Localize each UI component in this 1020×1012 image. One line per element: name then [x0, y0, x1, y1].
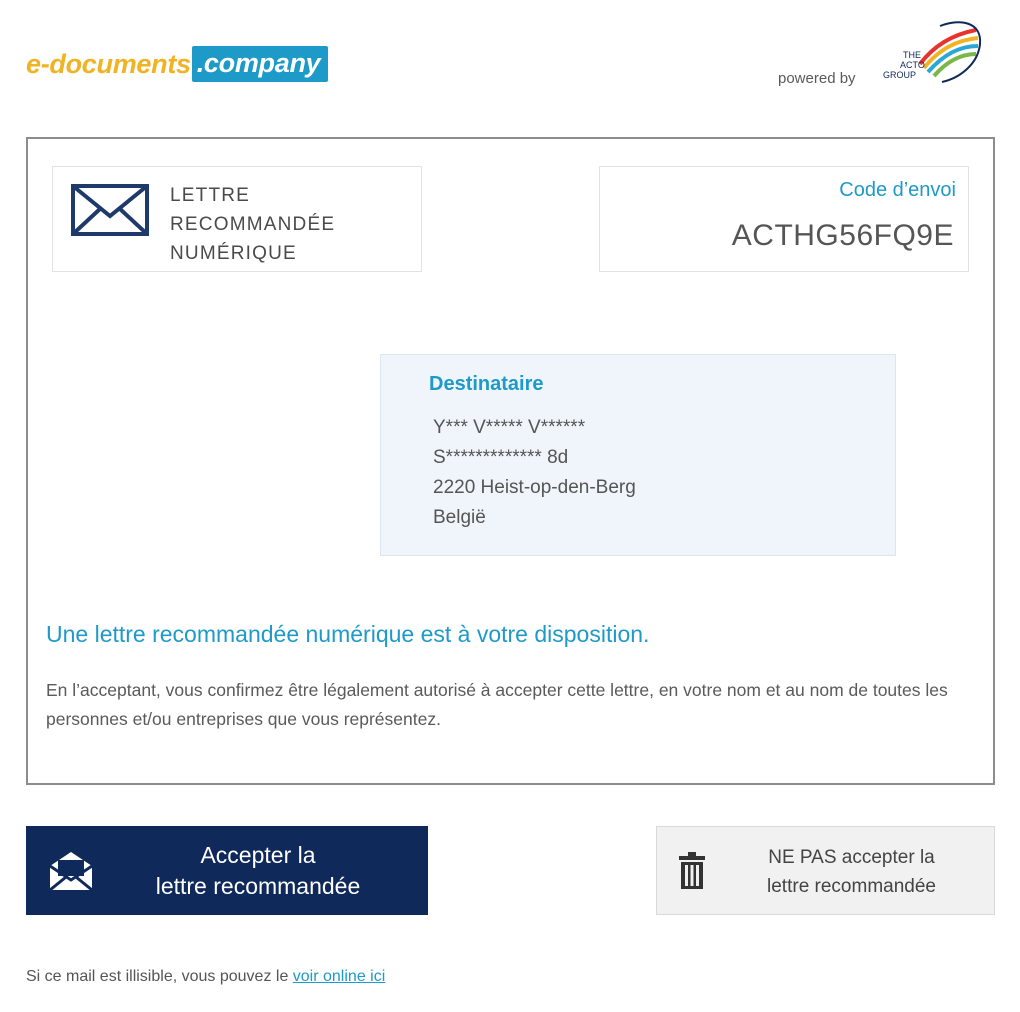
shipment-code-label: Code d’envoi — [839, 179, 956, 201]
recipient-box — [380, 354, 896, 556]
accept-label-line1: Accepter la — [200, 842, 316, 868]
shipment-code-value: ACTHG56FQ9E — [731, 219, 954, 252]
recipient-street: S************* 8d — [433, 447, 569, 468]
logo-text-part1: e-documents — [26, 48, 191, 79]
acto-logo-line2: ACTO — [900, 60, 925, 70]
accept-label-line2: lettre recommandée — [155, 873, 361, 899]
letter-type-text — [170, 181, 335, 268]
letter-type-box — [52, 166, 422, 272]
registered-letter-card — [26, 137, 995, 785]
powered-by-label: powered by — [778, 70, 856, 87]
decline-label-line1: NE PAS accepter la — [768, 847, 935, 868]
availability-headline: Une lettre recommandée numérique est à votre disposition. — [46, 621, 650, 647]
decline-letter-button[interactable] — [656, 826, 995, 915]
recipient-address — [433, 413, 636, 533]
letter-type-line1: LETTRE — [170, 185, 251, 206]
e-documents-logo — [26, 46, 328, 82]
legal-notice: En l’acceptant, vous confirmez être légalement autorisé à accepter cette lettre, en votre nom et au nom de toutes les personnes et/ou entreprises que vous représentez. — [46, 680, 948, 729]
recipient-country: België — [433, 507, 486, 528]
view-online-link[interactable]: voir online ici — [292, 968, 386, 985]
acto-group-logo — [880, 16, 990, 96]
accept-button-label — [98, 840, 418, 902]
decline-button-label — [715, 843, 988, 901]
envelope-icon — [71, 184, 149, 236]
footer-text: Si ce mail est illisible, vous pouvez le — [26, 968, 293, 985]
letter-type-line2: RECOMMANDÉE — [170, 214, 336, 235]
recipient-title: Destinataire — [429, 373, 544, 395]
recipient-name: Y*** V***** V****** — [433, 417, 586, 438]
letter-type-line3: NUMÉRIQUE — [170, 243, 297, 264]
acto-logo-line1: THE — [903, 50, 921, 60]
footer-note — [26, 968, 385, 986]
trash-icon — [677, 852, 707, 890]
accept-letter-button[interactable] — [26, 826, 428, 915]
recipient-city: 2220 Heist-op-den-Berg — [433, 477, 636, 498]
open-envelope-icon — [46, 850, 96, 892]
logo-text-part2: .company — [192, 46, 329, 82]
shipment-code-box — [599, 166, 969, 272]
decline-label-line2: lettre recommandée — [767, 876, 936, 897]
acto-logo-line3: GROUP — [883, 70, 917, 80]
